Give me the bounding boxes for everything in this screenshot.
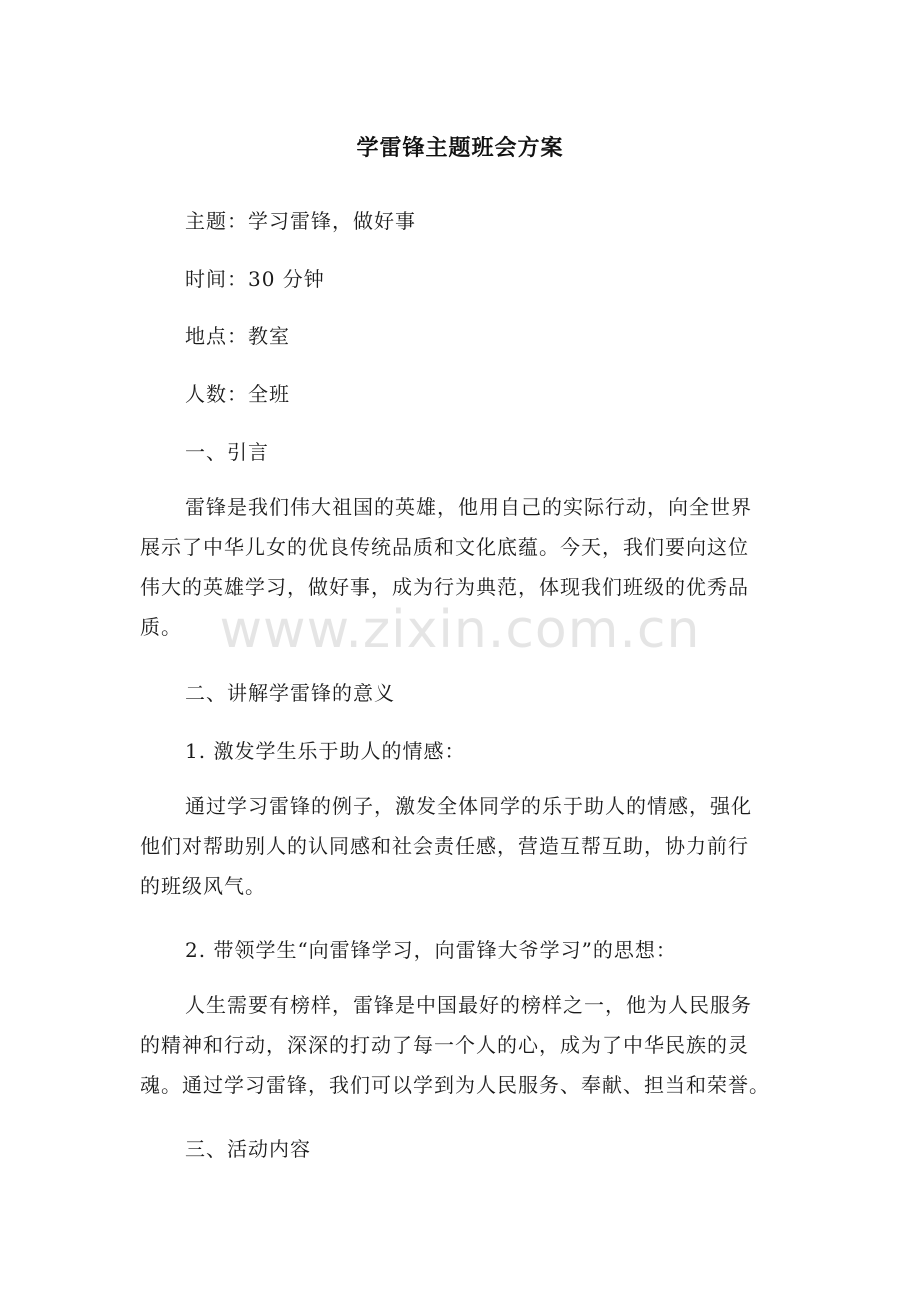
intro-paragraph xyxy=(140,487,800,647)
meaning-paragraph-1 xyxy=(140,786,800,906)
meta-location: 地点：教室 xyxy=(185,324,290,348)
watermark: www.zixin.com.cn xyxy=(219,600,701,660)
document-title: 学雷锋主题班会方案 xyxy=(356,136,564,161)
meaning-paragraph-2 xyxy=(140,985,800,1105)
section-heading-meaning: 二、讲解学雷锋的意义 xyxy=(185,681,395,705)
intro-line-4: 质。 xyxy=(140,615,182,639)
meta-theme: 主题：学习雷锋，做好事 xyxy=(185,209,416,233)
meaning-2-line-1: 人生需要有榜样，雷锋是中国最好的榜样之一，他为人民服务 xyxy=(185,993,752,1017)
meaning-2-line-3: 魂。通过学习雷锋，我们可以学到为人民服务、奉献、担当和荣誉。 xyxy=(140,1073,770,1097)
meaning-2-line-2: 的精神和行动，深深的打动了每一个人的心，成为了中华民族的灵 xyxy=(140,1033,749,1057)
meaning-1-line-3: 的班级风气。 xyxy=(140,874,266,898)
meaning-item-2: 2. 带领学生“向雷锋学习，向雷锋大爷学习”的思想： xyxy=(185,938,677,962)
meaning-1-line-1: 通过学习雷锋的例子，激发全体同学的乐于助人的情感，强化 xyxy=(185,794,752,818)
meaning-item-1: 1. 激发学生乐于助人的情感： xyxy=(185,739,466,763)
section-heading-activity: 三、活动内容 xyxy=(185,1137,311,1161)
meaning-1-line-2: 他们对帮助别人的认同感和社会责任感，营造互帮互助，协力前行 xyxy=(140,834,749,858)
intro-line-3: 伟大的英雄学习，做好事，成为行为典范，体现我们班级的优秀品 xyxy=(140,575,749,599)
meta-time: 时间：30 分钟 xyxy=(185,267,325,291)
intro-line-1: 雷锋是我们伟大祖国的英雄，他用自己的实际行动，向全世界 xyxy=(185,495,752,519)
section-heading-intro: 一、引言 xyxy=(185,440,269,464)
meta-people: 人数：全班 xyxy=(185,382,290,406)
intro-line-2: 展示了中华儿女的优良传统品质和文化底蕴。今天，我们要向这位 xyxy=(140,535,749,559)
